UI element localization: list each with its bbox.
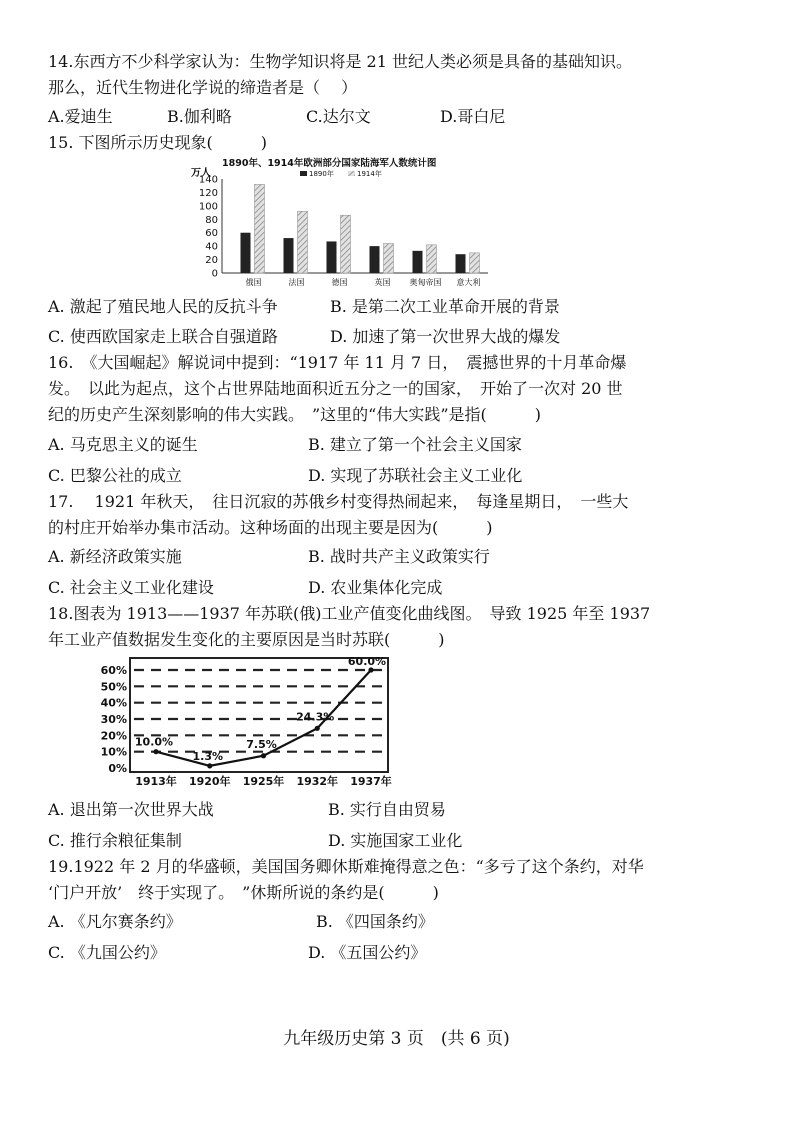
q16-option-d[interactable]: D. 实现了苏联社会主义工业化 xyxy=(308,466,523,485)
line-chart-ytick: 60% xyxy=(100,664,127,677)
bar-1890-3 xyxy=(370,246,380,273)
bar-1890-5 xyxy=(456,254,466,273)
bar-chart-title: 1890年、1914年欧洲部分国家陆海军人数统计图 xyxy=(222,158,437,169)
bar-chart-ytick: 0 xyxy=(211,268,218,280)
bar-chart-ylabel: 万人 xyxy=(191,168,211,179)
bar-chart-ytick: 100 xyxy=(198,201,218,213)
line-data-label: 24.3% xyxy=(296,710,335,724)
line-point-3 xyxy=(315,726,320,731)
q18-option-a[interactable]: A. 退出第一次世界大战 xyxy=(48,800,214,819)
q14-stem-line2: 那么，近代生物进化学说的缔造者是（ ） xyxy=(48,78,358,97)
line-point-0 xyxy=(153,749,158,754)
line-point-4 xyxy=(368,667,373,672)
bar-1914-5 xyxy=(470,253,480,273)
line-chart-ytick: 10% xyxy=(100,745,127,759)
bar-legend-swatch xyxy=(300,171,307,176)
q18-option-d[interactable]: D. 实施国家工业化 xyxy=(328,831,463,850)
bar-1914-0 xyxy=(255,184,265,273)
q16-option-b[interactable]: B. 建立了第一个社会主义国家 xyxy=(308,435,522,454)
line-chart-xtick: 1937年 xyxy=(350,775,392,788)
q16-option-c[interactable]: C. 巴黎公社的成立 xyxy=(48,466,182,485)
page-footer: 九年级历史第 3 页 (共 6 页) xyxy=(283,1029,510,1049)
q15-stem: 15. 下图所示历史现象( ) xyxy=(48,133,268,152)
bar-chart-ytick: 20 xyxy=(205,255,218,267)
line-point-1 xyxy=(207,763,212,768)
bar-1890-4 xyxy=(413,251,423,273)
line-data-label: 7.5% xyxy=(246,737,277,751)
q17-option-a[interactable]: A. 新经济政策实施 xyxy=(48,547,182,566)
line-chart-xtick: 1925年 xyxy=(242,775,285,788)
q14-option-a[interactable]: A.爱迪生 xyxy=(48,107,113,126)
line-point-2 xyxy=(261,753,266,758)
bar-1914-1 xyxy=(298,211,308,273)
bar-chart-xtick: 奥匈帝国 xyxy=(409,278,442,287)
bar-chart-ytick: 40 xyxy=(205,241,218,253)
q15-option-c[interactable]: C. 使西欧国家走上联合自强道路 xyxy=(48,327,278,346)
q14-option-c[interactable]: C.达尔文 xyxy=(306,107,371,126)
bar-chart-xtick: 俄国 xyxy=(245,278,262,287)
q14-stem-line1: 14.东西方不少科学家认为：生物学知识将是 21 世纪人类必须是具备的基础知识。 xyxy=(48,52,632,71)
q16-option-a[interactable]: A. 马克思主义的诞生 xyxy=(48,435,198,454)
bar-chart xyxy=(188,155,498,291)
line-chart-ytick: 50% xyxy=(100,680,127,694)
bar-chart-xtick: 意大利 xyxy=(456,278,481,287)
q17-stem-line1: 17. 1921 年秋天， 往日沉寂的苏俄乡村变得热闹起来， 每逢星期日， 一些大 xyxy=(48,492,629,511)
line-chart-xtick: 1920年 xyxy=(188,775,231,788)
q17-option-b[interactable]: B. 战时共产主义政策实行 xyxy=(308,547,490,566)
q16-stem-line3: 纪的历史产生深刻影响的伟大实践。 ”这里的“伟大实践”是指( ) xyxy=(48,405,542,424)
bar-chart-ytick: 60 xyxy=(205,228,218,240)
q18-stem-line1: 18.图表为 1913——1937 年苏联(俄)工业产值变化曲线图。 导致 1925 年至 1937 xyxy=(48,604,651,623)
bar-chart-xtick: 德国 xyxy=(331,278,348,287)
q19-option-c[interactable]: C. 《九国公约》 xyxy=(48,943,166,962)
bar-chart-xtick: 英国 xyxy=(374,278,391,287)
q17-stem-line2: 的村庄开始举办集市活动。这种场面的出现主要是因为( ) xyxy=(48,518,493,537)
line-chart-xtick: 1913年 xyxy=(135,775,177,788)
bar-legend-swatch xyxy=(348,171,355,176)
q14-option-d[interactable]: D.哥白尼 xyxy=(440,107,506,126)
bar-legend-label: 1914年 xyxy=(357,170,382,178)
q17-option-d[interactable]: D. 农业集体化完成 xyxy=(308,578,443,597)
line-chart-xtick: 1932年 xyxy=(296,775,339,788)
line-chart-ytick: 30% xyxy=(100,713,127,726)
line-chart-ytick: 0% xyxy=(108,762,127,775)
line-data-label: 1.3% xyxy=(192,749,224,763)
line-data-label: 60.0% xyxy=(347,655,387,668)
bar-1914-3 xyxy=(384,243,394,273)
bar-1914-4 xyxy=(427,245,437,273)
q14-option-b[interactable]: B.伽利略 xyxy=(167,107,232,126)
q19-option-b[interactable]: B. 《四国条约》 xyxy=(316,912,434,931)
bar-1890-1 xyxy=(284,238,294,273)
bar-legend-label: 1890年 xyxy=(309,170,334,178)
line-chart-ytick: 40% xyxy=(100,696,127,710)
q15-option-a[interactable]: A. 激起了殖民地人民的反抗斗争 xyxy=(48,297,278,316)
q18-stem-line2: 年工业产值数据发生变化的主要原因是当时苏联( ) xyxy=(48,630,445,649)
q18-option-c[interactable]: C. 推行余粮征集制 xyxy=(48,831,182,850)
bar-1890-0 xyxy=(241,233,251,273)
q16-stem-line1: 16. 《大国崛起》解说词中提到：“1917 年 11 月 7 日， 震撼世界的十月革命爆 xyxy=(48,353,627,372)
bar-chart-ytick: 80 xyxy=(205,214,218,226)
q15-option-d[interactable]: D. 加速了第一次世界大战的爆发 xyxy=(330,327,561,346)
q19-option-a[interactable]: A. 《凡尔赛条约》 xyxy=(48,912,182,931)
q17-option-c[interactable]: C. 社会主义工业化建设 xyxy=(48,578,214,597)
line-chart-ytick: 20% xyxy=(100,729,127,743)
q15-option-b[interactable]: B. 是第二次工业革命开展的背景 xyxy=(330,297,560,316)
line-data-label: 10.0% xyxy=(134,735,174,749)
q19-stem-line1: 19.1922 年 2 月的华盛顿，美国国务卿休斯难掩得意之色：“多亏了这个条约，对华 xyxy=(48,857,644,876)
bar-chart-ytick: 120 xyxy=(198,187,218,199)
bar-chart-ytick: 140 xyxy=(198,174,218,186)
bar-1890-2 xyxy=(327,241,337,273)
line-chart xyxy=(96,652,396,792)
bar-1914-2 xyxy=(341,215,351,273)
q19-stem-line2: ‘门户开放’ 终于实现了。 ”休斯所说的条约是( ) xyxy=(48,883,439,902)
q18-option-b[interactable]: B. 实行自由贸易 xyxy=(328,800,446,819)
bar-chart-xtick: 法国 xyxy=(288,278,305,287)
q16-stem-line2: 发。 以此为起点，这个占世界陆地面积近五分之一的国家， 开始了一次对 20 世 xyxy=(48,379,623,398)
q19-option-d[interactable]: D. 《五国公约》 xyxy=(308,943,427,962)
